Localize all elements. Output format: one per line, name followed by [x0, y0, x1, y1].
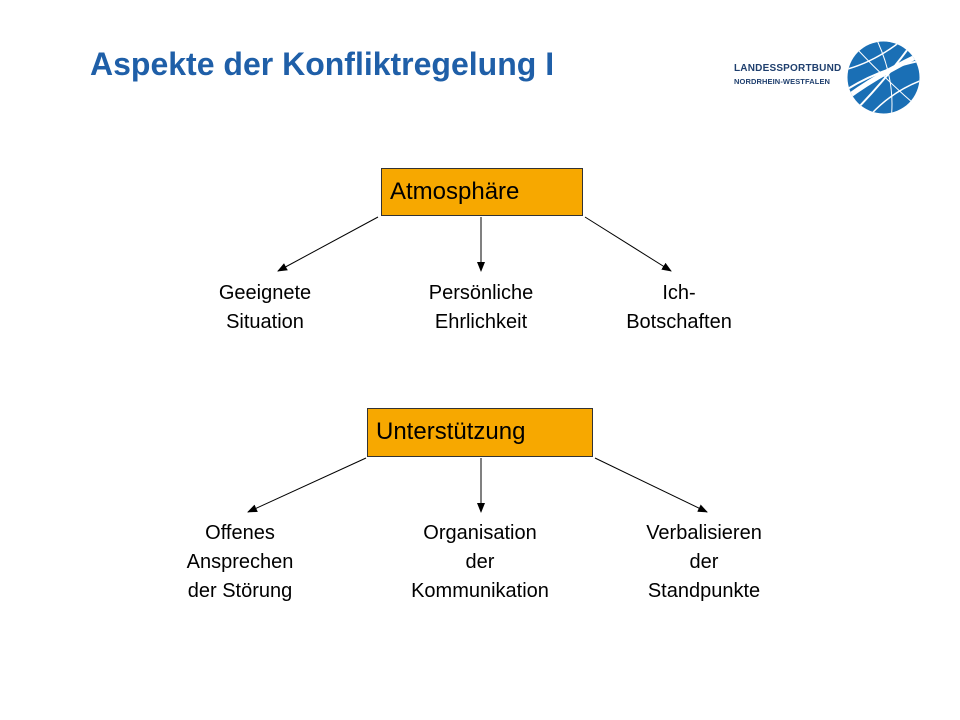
label-organisation-kommunikation: Organisation der Kommunikation [411, 522, 549, 602]
label-ich-botschaften: Ich- Botschaften [626, 282, 732, 333]
arrow-unterstuetzung-left [248, 458, 366, 512]
arrow-unterstuetzung-right [595, 458, 707, 512]
label-persoenliche-ehrlichkeit: Persönliche Ehrlichkeit [428, 282, 534, 333]
logo-line-1: LANDESSPORTBUND [734, 63, 842, 74]
node-unterstuetzung: Unterstützung [367, 408, 593, 457]
label-verbalisieren-standpunkte: Verbalisieren der Standpunkte [646, 522, 762, 602]
slide-title: Aspekte der Konfliktregelung I [90, 46, 555, 82]
logo-line-2: NORDRHEIN-WESTFALEN [734, 77, 831, 86]
label-geeignete-situation: Geeignete Situation [218, 282, 312, 333]
arrow-atmosphaere-right [585, 217, 671, 271]
arrow-atmosphaere-left [278, 217, 378, 271]
label-offenes-ansprechen: Offenes Ansprechen der Störung [186, 522, 294, 602]
node-atmosphaere: Atmosphäre [381, 168, 583, 216]
